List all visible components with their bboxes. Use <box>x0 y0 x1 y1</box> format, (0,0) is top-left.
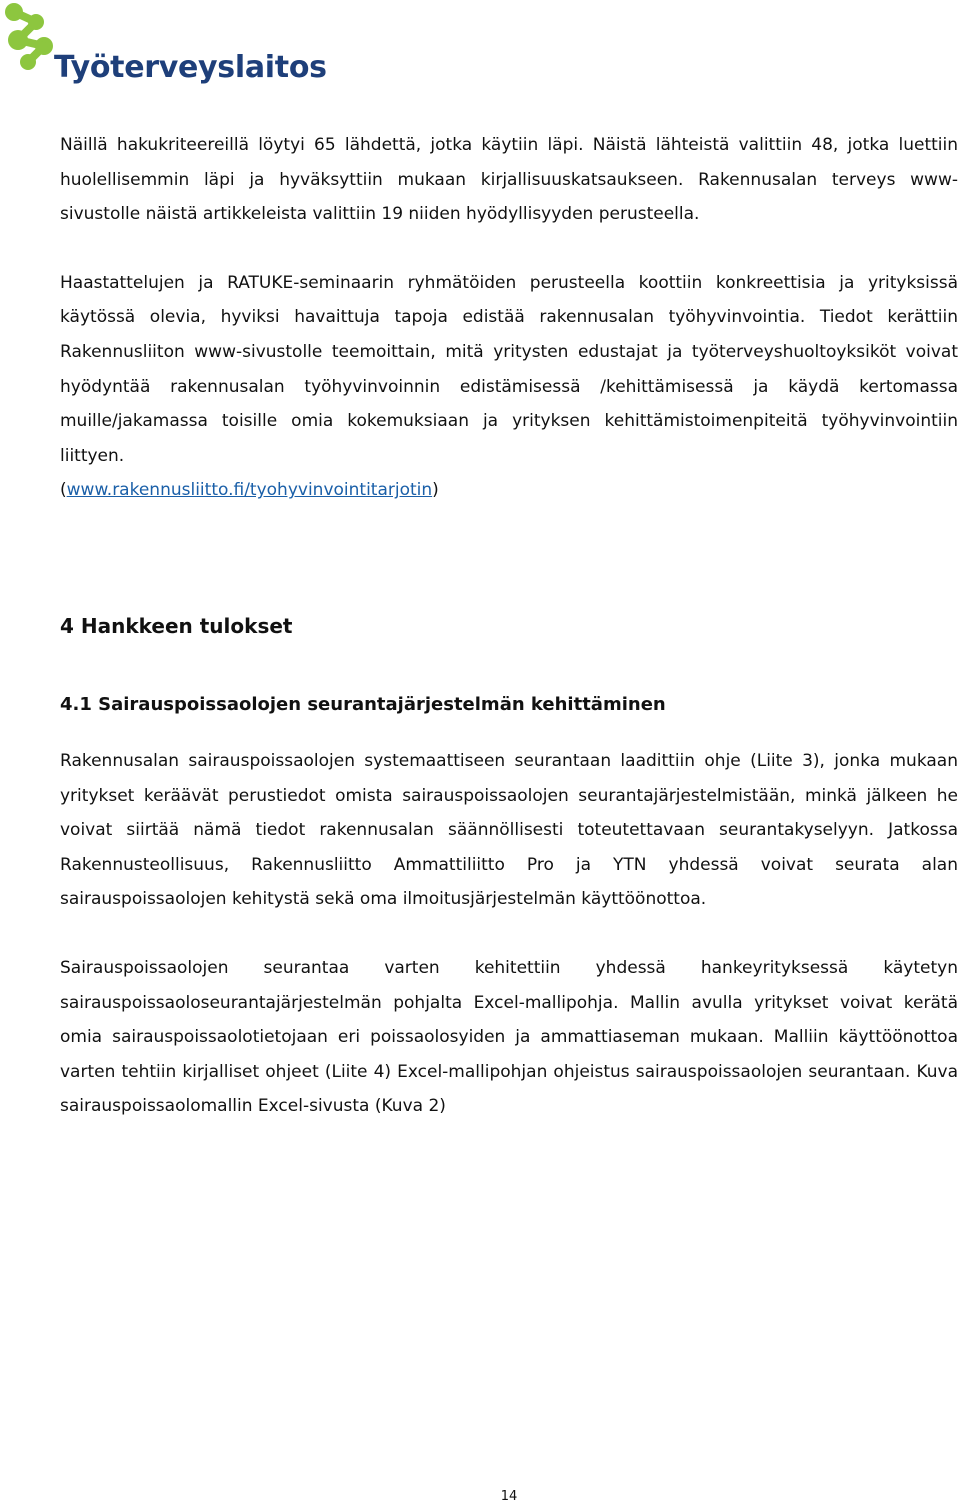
organization-logo <box>2 0 327 96</box>
rakennusliitto-link[interactable]: www.rakennusliitto.fi/tyohyvinvointitarjotin <box>66 480 433 501</box>
logo-text: Työterveyslaitos <box>54 50 327 85</box>
page-number: 14 <box>500 1489 518 1504</box>
paragraph-interviews-text: Haastattelujen ja RATUKE-seminaarin ryhmätöiden perusteella koottiin konkreettisia ja yrityksissä käytössä olevia, hyviksi havaittuja tapoja edistää rakennusalan työhyvinvointia. Tiedot kerättiin Rakennusliiton www-sivustolle teemoittain, mitä yritysten edustajat ja työterveyshuoltoyksiköt voivat hyödyntää rakennusalan työhyvinvoinnin edistämisessä /kehittämisessä ja käydä kertomassa muille/jakamassa toisille omia kokemuksiaan ja yrityksen kehittämistoimenpiteitä työhyvinvointiin liittyen. <box>60 272 958 466</box>
paragraph-excel-template: Sairauspoissaolojen seurantaa varten kehitettiin yhdessä hankeyrityksessä käytetyn sairauspoissaoloseurantajärjestelmän pohjalta Excel-mallipohja. Mallin avulla yritykset voivat kerätä omia sairauspoissaolotietojaan eri poissaolosyiden ja ammattiaseman mukaan. Malliin käyttöönottoa varten tehtiin kirjalliset ohjeet (Liite 4) Excel-mallipohjan ohjeistus sairauspoissaolojen seurantaan. Kuva sairauspoissaolomallin Excel-sivusta (Kuva 2) <box>60 957 958 1117</box>
document-body <box>60 128 958 1124</box>
paragraph-interviews <box>60 266 958 508</box>
paragraph-search-results: Näillä hakukriteereillä löytyi 65 lähdettä, jotka käytiin läpi. Näistä lähteistä valittiin 48, jotka luettiin huolellisemmin läpi ja hyväksyttiin mukaan kirjallisuuskatsaukseen. Rakennusalan terveys www-sivustolle näistä artikkeleista valittiin 19 niiden hyödyllisyyden perusteella. <box>60 135 958 225</box>
section-heading: 4 Hankkeen tulokset <box>60 613 293 638</box>
link-close-paren: ) <box>432 480 439 501</box>
subsection-heading: 4.1 Sairauspoissaolojen seurantajärjestelmän kehittäminen <box>60 693 666 715</box>
paragraph-sickleave-monitoring: Rakennusalan sairauspoissaolojen systemaattiseen seurantaan laadittiin ohje (Liite 3), jonka mukaan yritykset keräävät perustiedot omista sairauspoissaolojen seurantajärjestelmistään, minkä jälkeen he voivat siirtää nämä tiedot rakennusalan säännöllisesti toteutettavaan seurantakyselyyn. Jatkossa Rakennusteollisuus, Rakennusliitto Ammattiliitto Pro ja YTN yhdessä voivat seurata alan sairauspoissaolojen kehitystä sekä oma ilmoitusjärjestelmän käyttöönottoa. <box>60 750 958 910</box>
link-open-paren: ( <box>60 480 67 501</box>
